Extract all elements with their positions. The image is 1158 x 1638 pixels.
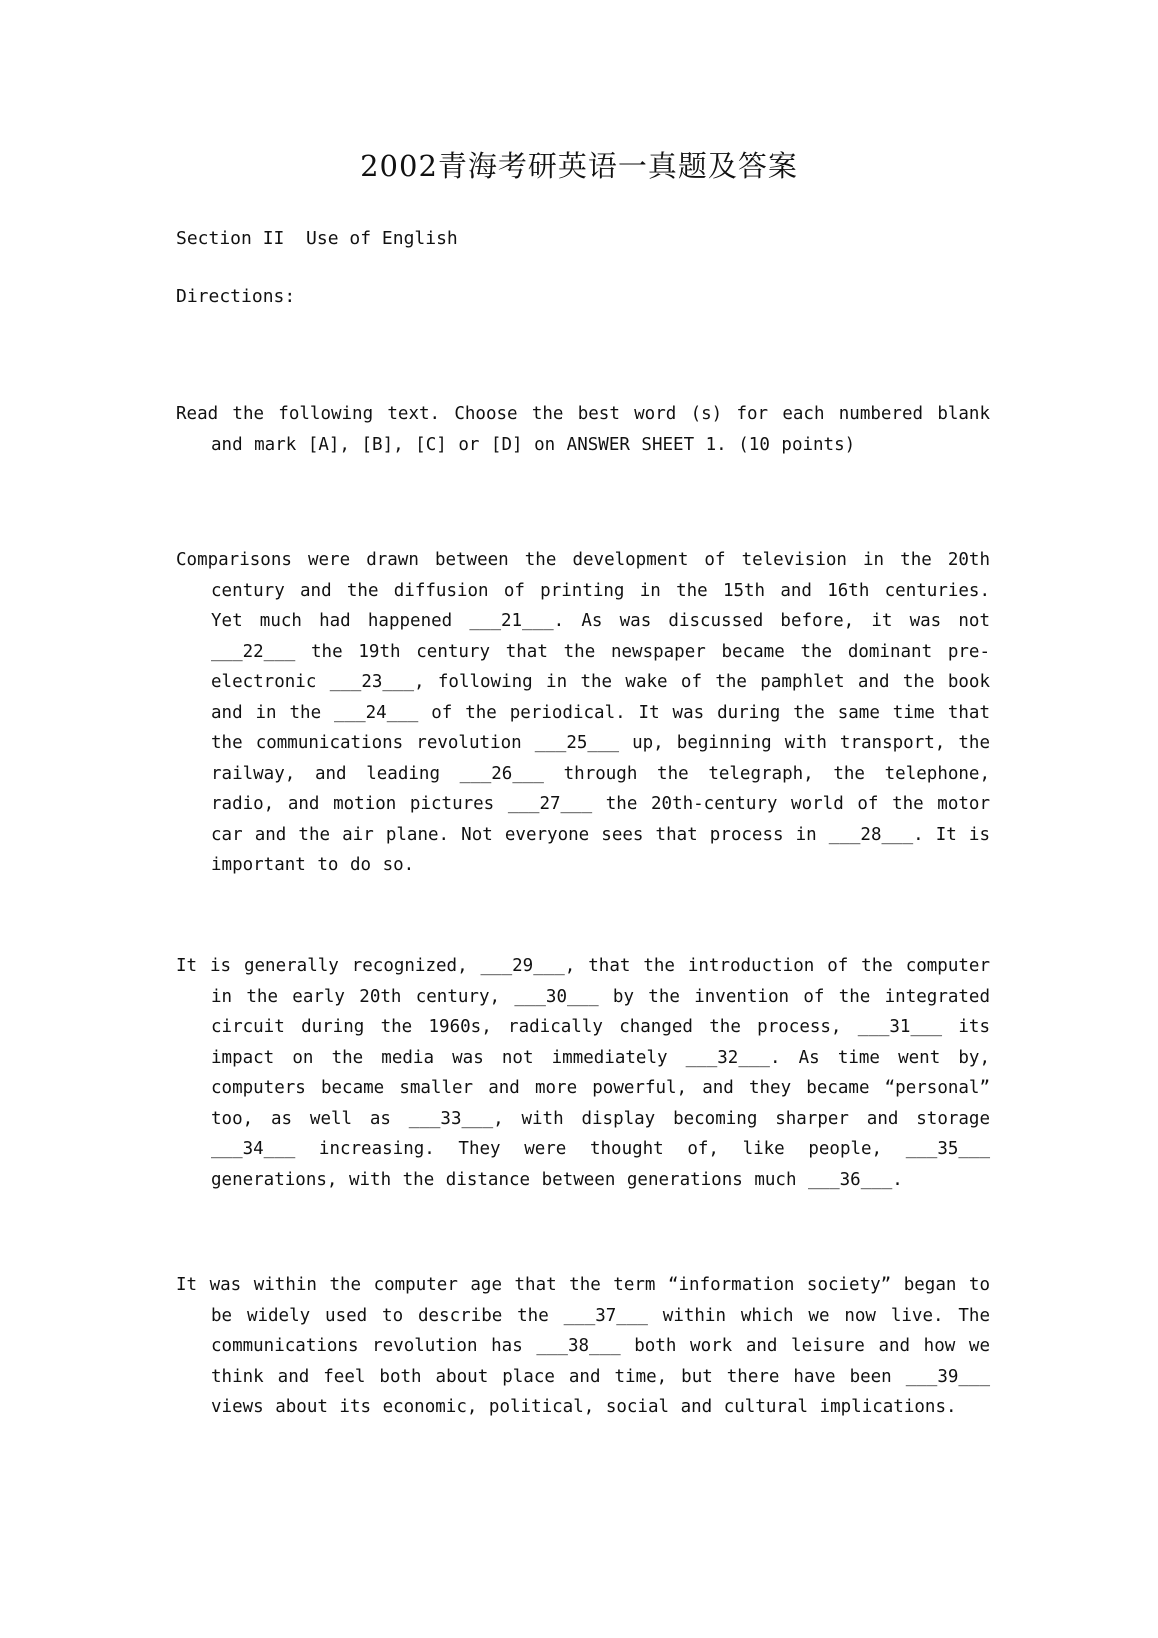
passage-paragraph-2: It is generally recognized, ___29___, that the introduction of the computer in the early 20th century, ___30___ by the invention of the integrated circuit during the 1960s, radically changed the process, ___31___ its impact on the media was not immediately ___32___. As time went by, computers became smaller and more powerful, and they became “personal” too, as well as ___33___, with display becoming sharper and storage ___34___ increasing. They were thought of, like people, ___35___ generations, with the distance between generations much ___36___.: [176, 956, 990, 1190]
directions-label: Directions:: [176, 286, 296, 307]
passage-paragraph-3: It was within the computer age that the term “information society” began to be widely used to describe the ___37___ within which we now live. The communications revolution has ___38___ both work and leisure and how we think and feel both about place and time, but there have been ___39___ views about its economic, political, social and cultural implications.: [176, 1275, 990, 1417]
passage-paragraph-1: Comparisons were drawn between the development of television in the 20th century and the diffusion of printing in the 15th and 16th centuries. Yet much had happened ___21___. As was discussed before, it was not ___22___ the 19th century that the newspaper became the dominant pre-electronic ___23___, following in the wake of the pamphlet and the book and in the ___24___ of the periodical. It was during the same time that the communications revolution ___25___ up, beginning with transport, the railway, and leading ___26___ through the telegraph, the telephone, radio, and motion pictures ___27___ the 20th-century world of the motor car and the air plane. Not everyone sees that process in ___28___. It is important to do so.: [176, 550, 990, 875]
page-title: 2002青海考研英语一真题及答案: [360, 149, 798, 183]
section-heading: Section II Use of English: [176, 228, 458, 249]
instructions-paragraph: Read the following text. Choose the best word (s) for each numbered blank and mark [A], [B], [C] or [D] on ANSWER SHEET 1. (10 points): [176, 404, 990, 455]
